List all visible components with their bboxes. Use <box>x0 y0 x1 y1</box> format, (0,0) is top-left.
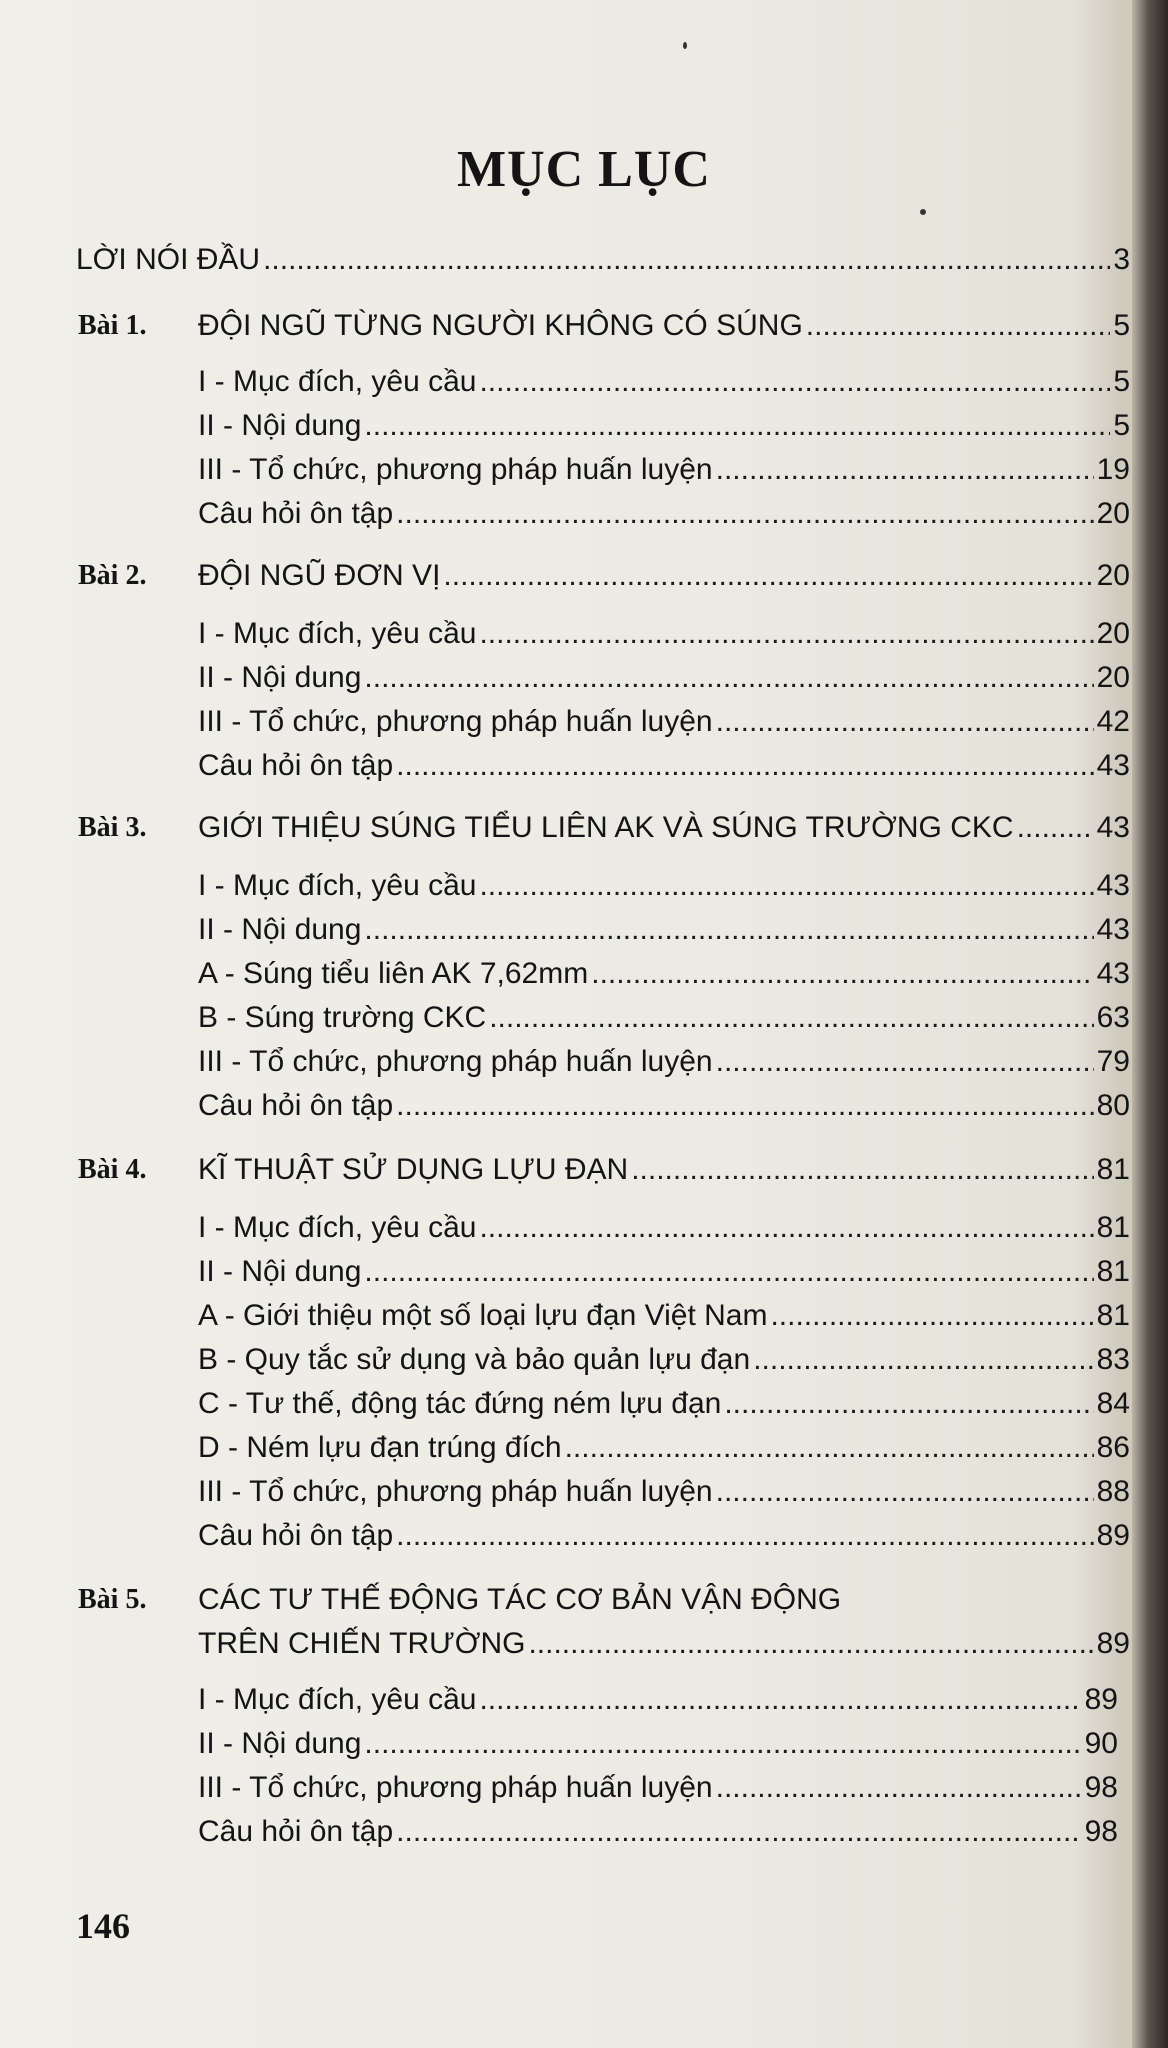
toc-entry-label: A - Giới thiệu một số loại lựu đạn Việt Nam <box>198 1299 768 1332</box>
leader-dots <box>806 306 1111 346</box>
toc-entry[interactable] <box>198 494 1130 534</box>
toc-entry[interactable] <box>198 702 1130 742</box>
toc-entry-page: 43 <box>1096 749 1130 782</box>
toc-entry-lesson-title-line1: CÁC TƯ THẾ ĐỘNG TÁC CƠ BẢN VẬN ĐỘNG <box>198 1583 842 1616</box>
toc-entry-page: 89 <box>1084 1683 1118 1716</box>
toc-entry-page: 90 <box>1084 1727 1118 1760</box>
toc-entry-lesson-title[interactable] <box>198 556 1130 596</box>
toc-entry-label: Câu hỏi ôn tập <box>198 497 394 530</box>
toc-entry[interactable] <box>198 1252 1130 1292</box>
toc-entry-label: III - Tổ chức, phương pháp huấn luyện <box>198 705 713 738</box>
toc-entry-label: I - Mục đích, yêu cầu <box>198 365 477 398</box>
book-spine-shadow <box>1132 0 1168 2048</box>
leader-dots <box>364 658 1093 698</box>
toc-entry[interactable] <box>198 1472 1130 1512</box>
leader-dots <box>263 240 1110 280</box>
toc-entry-page: 5 <box>1113 409 1130 442</box>
leader-dots <box>753 1340 1093 1380</box>
toc-entry-page: 98 <box>1084 1815 1118 1848</box>
toc-entry-label: C - Tư thế, động tác đứng ném lựu đạn <box>198 1387 722 1420</box>
toc-entry-page: 79 <box>1096 1045 1130 1078</box>
leader-dots <box>396 494 1093 534</box>
toc-entry[interactable] <box>198 1208 1130 1248</box>
leader-dots <box>479 1208 1093 1248</box>
toc-entry-label: Câu hỏi ôn tập <box>198 1519 394 1552</box>
toc-entry[interactable] <box>198 1428 1130 1468</box>
ink-speck <box>920 209 926 215</box>
toc-entry-page: 20 <box>1096 559 1130 592</box>
lesson-number: Bài 4. <box>78 1154 147 1185</box>
toc-entry-page: 43 <box>1096 957 1130 990</box>
leader-dots <box>1017 808 1094 848</box>
toc-entry-label: III - Tổ chức, phương pháp huấn luyện <box>198 1475 713 1508</box>
leader-dots <box>479 362 1110 402</box>
leader-dots <box>396 1516 1093 1556</box>
leader-dots <box>724 1384 1093 1424</box>
leader-dots <box>716 1042 1094 1082</box>
toc-entry-label: A - Súng tiểu liên AK 7,62mm <box>198 957 589 990</box>
toc-entry-page: 20 <box>1096 617 1130 650</box>
toc-entry-label: GIỚI THIỆU SÚNG TIỂU LIÊN AK VÀ SÚNG TRƯỜNG CKC <box>198 811 1014 844</box>
toc-entry[interactable] <box>198 1384 1130 1424</box>
toc-entry[interactable] <box>198 746 1130 786</box>
toc-entry-page: 81 <box>1096 1153 1130 1186</box>
toc-entry[interactable] <box>198 658 1130 698</box>
toc-entry-page: 89 <box>1096 1627 1130 1660</box>
toc-entry-page: 98 <box>1084 1771 1118 1804</box>
toc-entry-page: 5 <box>1113 309 1130 342</box>
toc-entry[interactable] <box>198 450 1130 490</box>
toc-entry-page: 20 <box>1096 661 1130 694</box>
toc-entry-preface[interactable] <box>76 240 1130 280</box>
toc-entry-label: B - Quy tắc sử dụng và bảo quản lựu đạn <box>198 1343 751 1376</box>
toc-entry-lesson-title[interactable] <box>198 808 1130 848</box>
toc-entry-label: I - Mục đích, yêu cầu <box>198 1683 477 1716</box>
leader-dots <box>479 1680 1081 1720</box>
toc-entry-page: 81 <box>1096 1211 1130 1244</box>
leader-dots <box>716 702 1094 742</box>
toc-entry-page: 84 <box>1096 1387 1130 1420</box>
lesson-number: Bài 2. <box>78 560 147 591</box>
leader-dots <box>364 1252 1093 1292</box>
toc-entry-label: I - Mục đích, yêu cầu <box>198 1211 477 1244</box>
leader-dots <box>591 954 1093 994</box>
toc-entry-label: I - Mục đích, yêu cầu <box>198 869 477 902</box>
toc-entry-page: 88 <box>1096 1475 1130 1508</box>
page-number: 146 <box>76 1906 130 1946</box>
toc-entry-page: 43 <box>1096 869 1130 902</box>
toc-entry[interactable] <box>198 1724 1118 1764</box>
toc-entry[interactable] <box>198 406 1130 446</box>
leader-dots <box>716 1768 1082 1808</box>
toc-entry-label: II - Nội dung <box>198 1727 362 1760</box>
toc-entry-lesson-title[interactable] <box>198 1624 1130 1664</box>
toc-entry[interactable] <box>198 1680 1118 1720</box>
toc-entry-label: Câu hỏi ôn tập <box>198 1815 394 1848</box>
leader-dots <box>716 450 1094 490</box>
toc-entry[interactable] <box>198 1042 1130 1082</box>
toc-entry-page: 19 <box>1096 453 1130 486</box>
toc-entry[interactable] <box>198 1812 1118 1852</box>
toc-entry-page: 43 <box>1096 811 1130 844</box>
toc-entry-label: II - Nội dung <box>198 409 362 442</box>
toc-entry-label: ĐỘI NGŨ TỪNG NGƯỜI KHÔNG CÓ SÚNG <box>198 309 803 342</box>
leader-dots <box>364 1724 1081 1764</box>
toc-entry-page: 5 <box>1113 365 1130 398</box>
lesson-number: Bài 5. <box>78 1584 147 1615</box>
leader-dots <box>716 1472 1094 1512</box>
leader-dots <box>631 1150 1093 1190</box>
toc-entry[interactable] <box>198 954 1130 994</box>
toc-entry-label: D - Ném lựu đạn trúng đích <box>198 1431 562 1464</box>
leader-dots <box>565 1428 1094 1468</box>
toc-entry[interactable] <box>198 866 1130 906</box>
leader-dots <box>364 406 1110 446</box>
toc-entry-label: I - Mục đích, yêu cầu <box>198 617 477 650</box>
leader-dots <box>528 1624 1093 1664</box>
toc-entry[interactable] <box>198 614 1130 654</box>
toc-entry-label: III - Tổ chức, phương pháp huấn luyện <box>198 453 713 486</box>
toc-entry-page: 81 <box>1096 1255 1130 1288</box>
toc-entry-label: KĨ THUẬT SỬ DỤNG LỰU ĐẠN <box>198 1153 629 1186</box>
lesson-number: Bài 1. <box>78 310 147 341</box>
toc-entry-page: 42 <box>1096 705 1130 738</box>
leader-dots <box>364 910 1093 950</box>
toc-entry-label: III - Tổ chức, phương pháp huấn luyện <box>198 1045 713 1078</box>
page-title: MỤC LỤC <box>457 140 711 198</box>
toc-entry[interactable] <box>198 1340 1130 1380</box>
toc-entry-label: II - Nội dung <box>198 913 362 946</box>
toc-entry-label: III - Tổ chức, phương pháp huấn luyện <box>198 1771 713 1804</box>
toc-entry[interactable] <box>198 1086 1130 1126</box>
toc-entry-page: 3 <box>1113 243 1130 276</box>
toc-entry-lesson-title[interactable] <box>198 306 1130 346</box>
leader-dots <box>479 614 1093 654</box>
toc-entry-label: Câu hỏi ôn tập <box>198 749 394 782</box>
toc-entry-label: ĐỘI NGŨ ĐƠN VỊ <box>198 559 441 592</box>
toc-entry-label: B - Súng trường CKC <box>198 1001 487 1034</box>
toc-entry-page: 86 <box>1096 1431 1130 1464</box>
toc-entry-lesson-title[interactable] <box>198 1150 1130 1190</box>
toc-entry[interactable] <box>198 362 1130 402</box>
toc-entry-page: 80 <box>1096 1089 1130 1122</box>
toc-entry[interactable] <box>198 998 1130 1038</box>
toc-entry-label: TRÊN CHIẾN TRƯỜNG <box>198 1627 526 1660</box>
lesson-number: Bài 3. <box>78 812 147 843</box>
toc-entry[interactable] <box>198 910 1130 950</box>
leader-dots <box>396 746 1093 786</box>
toc-entry-label: Câu hỏi ôn tập <box>198 1089 394 1122</box>
toc-entry-label: II - Nội dung <box>198 661 362 694</box>
leader-dots <box>770 1296 1093 1336</box>
toc-entry-page: 63 <box>1096 1001 1130 1034</box>
leader-dots <box>479 866 1093 906</box>
leader-dots <box>489 998 1093 1038</box>
leader-dots <box>396 1086 1093 1126</box>
toc-entry-page: 81 <box>1096 1299 1130 1332</box>
toc-entry-page: 20 <box>1096 497 1130 530</box>
toc-entry[interactable] <box>198 1768 1118 1808</box>
toc-entry[interactable] <box>198 1296 1130 1336</box>
leader-dots <box>443 556 1093 596</box>
toc-entry[interactable] <box>198 1516 1130 1556</box>
toc-entry-page: 43 <box>1096 913 1130 946</box>
toc-entry-label: II - Nội dung <box>198 1255 362 1288</box>
toc-entry-label: LỜI NÓI ĐẦU <box>76 243 261 276</box>
ink-speck <box>683 42 687 49</box>
leader-dots <box>396 1812 1081 1852</box>
toc-entry-page: 89 <box>1096 1519 1130 1552</box>
toc-entry-page: 83 <box>1096 1343 1130 1376</box>
